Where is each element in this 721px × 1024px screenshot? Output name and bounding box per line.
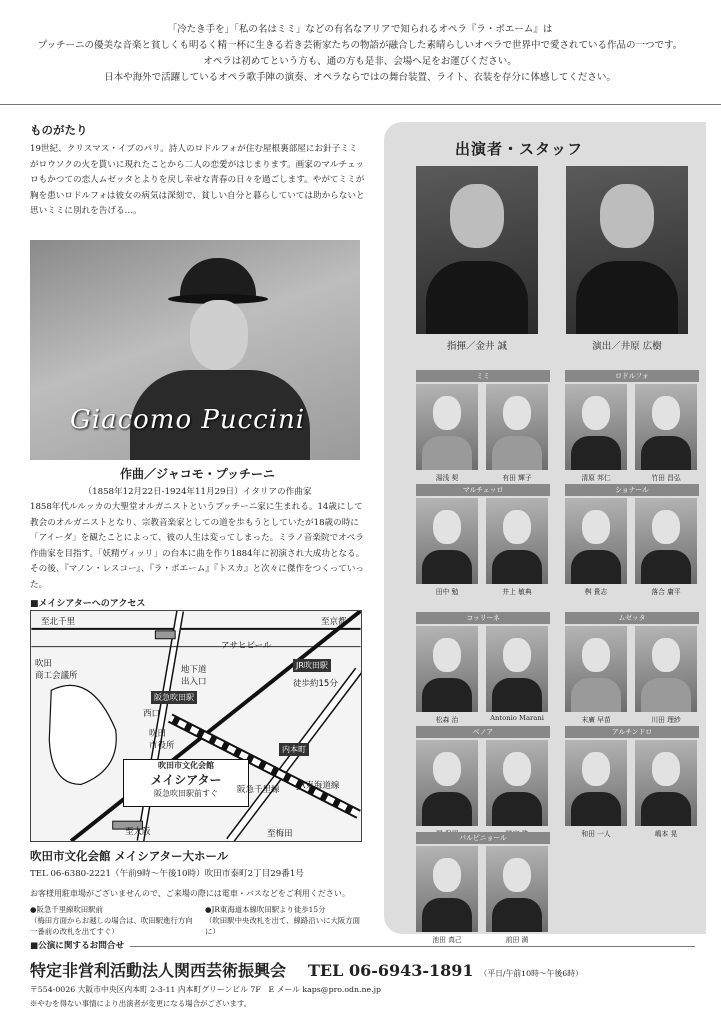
head-shape [433, 638, 461, 672]
singer-name: 田中 勉 [435, 588, 459, 596]
composer-dates: （1858年12月22日-1924年11月29日）イタリアの作曲家 [83, 487, 312, 497]
map-label-umeda: 至梅田 [267, 829, 293, 839]
singer-name: 有田 輝子 [502, 474, 532, 482]
head-shape [582, 638, 610, 672]
map-hall-name: 吹田市文化会館 [158, 761, 214, 770]
body-shape [571, 550, 621, 584]
role-label: パルピニョール [416, 832, 550, 844]
map-label-hankyu-station: 阪急吹田駅 [151, 691, 197, 704]
head-shape [652, 752, 680, 786]
singer-photo [416, 626, 478, 712]
role-label: コッリーネ [416, 612, 550, 624]
venue-parking: お客様用駐車場がございませんので、ご来場の際には電車・バスなどをご利用ください。 [30, 889, 350, 898]
conductor-caption: 指揮／金井 誠 [446, 341, 508, 352]
body-shape [641, 550, 691, 584]
body-shape [571, 436, 621, 470]
divider [0, 104, 721, 105]
head-shape [503, 396, 531, 430]
contact-tel: TEL 06-6943-1891 [308, 961, 474, 980]
singer-photo [486, 846, 548, 932]
story-section [30, 122, 365, 220]
singer-photo [565, 740, 627, 826]
singer-name: 清原 邦仁 [581, 474, 611, 482]
contact-note: ※やむを得ない事情により出演者が変更になる場合がございます。 [30, 999, 252, 1008]
singer-photo [416, 498, 478, 584]
intro-line: 日本や海外で活躍しているオペラ歌手陣の演奏、オペラならではの舞台装置、ライト、衣装を存分に体感してください。 [104, 72, 616, 83]
role-label: ショナール [565, 484, 699, 496]
map-label-jr-station: JR吹田駅 [293, 659, 331, 672]
singer-photo [635, 626, 697, 712]
contact-row [30, 958, 583, 981]
body-shape [422, 792, 472, 826]
body-shape [492, 792, 542, 826]
head-shape [433, 396, 461, 430]
singer-name: 松森 治 [435, 716, 459, 724]
head-shape [433, 752, 461, 786]
composer-bio: 1858年代ルルッカの大聖堂オルガニストというプッチーニ家に生まれる。14歳にして教会のオルガニストとなり、宗教音楽家としての道を歩もうとしていたが18歳の時に「アイーダ」を観たことによって、彼の人生は変ってしまった。ミラノ音楽院でオペラ作曲家を目指す。「妖精ヴィッリ」の台本に曲を作り1884年に初演され大成功となる。その後、『マノン・レスコー』、『ラ・ボエーム』『トスカ』と次々に傑作をつくっていった。 [30, 502, 365, 590]
access-map [30, 610, 362, 842]
role-label: ロドルフォ [565, 370, 699, 382]
route-jr: ●JR東海道本線吹田駅より徒歩15分 （吹田駅中央改札を出て、線路沿いに大阪方面に） [205, 905, 361, 936]
singer-photo [486, 740, 548, 826]
intro-line: プッチーニの優美な音楽と貧しくも明るく精一杯に生きる若き芸術家たちの物語が融合した素晴らしいオペラで世界中で愛されている作品の一つです。 [37, 40, 683, 51]
singer-name: 落合 庸平 [651, 588, 681, 596]
head-shape [433, 510, 461, 544]
body-shape [422, 550, 472, 584]
singer-name: 竹田 昌弘 [651, 474, 681, 482]
singer-photo [416, 846, 478, 932]
singer-name: 井上 敏典 [502, 588, 532, 596]
body-shape [571, 678, 621, 712]
cast-title: 出演者・スタッフ [454, 140, 583, 158]
contact-address: 〒554-0026 大阪市中央区内本町 2-3-11 内本町グリーンビル 7F E メール kaps@pro.odn.ne.jp [30, 985, 382, 994]
contact-hours: （平日/午前10時～午後6時） [479, 969, 583, 978]
map-label-shoko: 吹田 商工会議所 [35, 659, 78, 681]
venue-name: 吹田市文化会館 メイシアター大ホール [30, 849, 229, 863]
singer-name: 川田 理紗 [651, 716, 681, 724]
head-shape [450, 184, 504, 248]
singer-photo [486, 384, 548, 470]
singer-photo [486, 498, 548, 584]
head-shape [582, 752, 610, 786]
head-shape [582, 510, 610, 544]
intro-line: 「冷たき手を」「私の名はミミ」などの有名なアリアで知られるオペラ『ラ・ボエーム』は [167, 24, 553, 35]
role-label: アルチンドロ [565, 726, 699, 738]
access-heading: ■メイシアターへのアクセス [30, 599, 146, 609]
venue-tel: TEL 06-6380-2221（午前9時～午後10時）吹田市泰町2丁目29番1号 [30, 869, 304, 879]
head-shape [652, 638, 680, 672]
map-label-osaka: 至大阪 [125, 827, 151, 837]
singer-name: 嶋本 晃 [654, 830, 678, 838]
signature: Giacomo Puccini [70, 405, 306, 435]
intro-text [30, 22, 690, 86]
body-shape [576, 261, 678, 334]
head-shape [503, 510, 531, 544]
role-label: ムゼッタ [565, 612, 699, 624]
body-shape [426, 261, 528, 334]
director-photo [566, 166, 688, 334]
singer-photo [565, 384, 627, 470]
puccini-portrait [30, 240, 360, 460]
story-heading: ものがたり [30, 123, 88, 137]
intro-line: オペラは初めてという方も、通の方も是非、会場へ足をお運びください。 [203, 56, 517, 67]
face-shape [190, 300, 248, 370]
singer-photo [565, 626, 627, 712]
body-shape [641, 436, 691, 470]
singer-photo [635, 498, 697, 584]
body-shape [641, 678, 691, 712]
singer-name: Antonio Marani [490, 714, 544, 722]
map-hall-note: 阪急吹田駅前すぐ [154, 789, 218, 798]
body-shape [492, 550, 542, 584]
map-label-uchihon: 内本町 [279, 743, 309, 756]
body-shape [422, 678, 472, 712]
singer-photo [635, 384, 697, 470]
head-shape [503, 858, 531, 892]
head-shape [503, 638, 531, 672]
composer-caption [30, 465, 365, 497]
map-label-asahi: アサヒビール [221, 641, 272, 651]
body-shape [422, 898, 472, 932]
singer-photo [486, 626, 548, 712]
singer-name: 池田 真己 [432, 936, 462, 944]
cast-panel [384, 122, 706, 944]
head-shape [600, 184, 654, 248]
body-shape [492, 436, 542, 470]
composer-name: 作曲／ジャコモ・プッチーニ [120, 467, 275, 481]
singer-photo [416, 384, 478, 470]
map-label-walk: 徒歩約15分 [293, 679, 338, 689]
body-shape [571, 792, 621, 826]
map-label-kyoto: 至京都 [321, 617, 347, 627]
map-label-jr-line: JR東海道線 [297, 781, 340, 791]
contact-heading: ■公演に関するお問合せ [30, 939, 130, 951]
body-shape [422, 436, 472, 470]
singer-name: 和田 一人 [581, 830, 611, 838]
role-label: ベノア [416, 726, 550, 738]
singer-name: 桝 貴志 [584, 588, 608, 596]
map-label-shiyakusho: 吹田 市役所 [149, 729, 175, 751]
route-hankyu: ●阪急千里線吹田駅前 （梅田方面からお越しの場合は、吹田駅進行方向一番前の改札を出てすぐ） [30, 905, 193, 936]
head-shape [503, 752, 531, 786]
story-text: 19世紀、クリスマス・イブのパリ。詩人のロドルフォが住む屋根裏部屋にお針子ミミがロウソクの火を貰いに現れたことから二人の恋愛がはじまります。画家のマルチェッロもかつての恋人ムゼッタとよりを戻し幸せな青春の日々を過ごします。やがてミミが胸を患いロドルフォは彼女の病気は深刻で、貧しい自分と暮らしていては助からないと思いミミに別れを告げる…。 [30, 144, 365, 216]
map-label-nishiguchi: 西口 [143, 709, 161, 719]
singer-name: 湯浅 契 [435, 474, 459, 482]
head-shape [652, 396, 680, 430]
map-label-senri: 至北千里 [41, 617, 76, 627]
singer-name: 前田 満 [505, 936, 529, 944]
conductor-photo [416, 166, 538, 334]
director-caption: 演出／井原 広樹 [592, 341, 662, 352]
singer-name: 末廣 早苗 [581, 716, 611, 724]
map-venue-box [123, 759, 249, 807]
head-shape [582, 396, 610, 430]
body-shape [492, 678, 542, 712]
body-shape [492, 898, 542, 932]
head-shape [652, 510, 680, 544]
singer-photo [635, 740, 697, 826]
singer-photo [416, 740, 478, 826]
role-label: マルチェッロ [416, 484, 550, 496]
map-label-chikado: 地下道 出入口 [181, 665, 207, 687]
map-hall-title: メイシアター [150, 773, 222, 787]
contact-org: 特定非営利活動法人関西芸術振興会 [30, 961, 287, 980]
head-shape [433, 858, 461, 892]
body-shape [641, 792, 691, 826]
venue-routes [30, 904, 370, 937]
map-label-hankyu-line: 阪急千里線 [237, 785, 280, 795]
singer-photo [565, 498, 627, 584]
role-label: ミミ [416, 370, 550, 382]
venue-info [30, 848, 370, 937]
